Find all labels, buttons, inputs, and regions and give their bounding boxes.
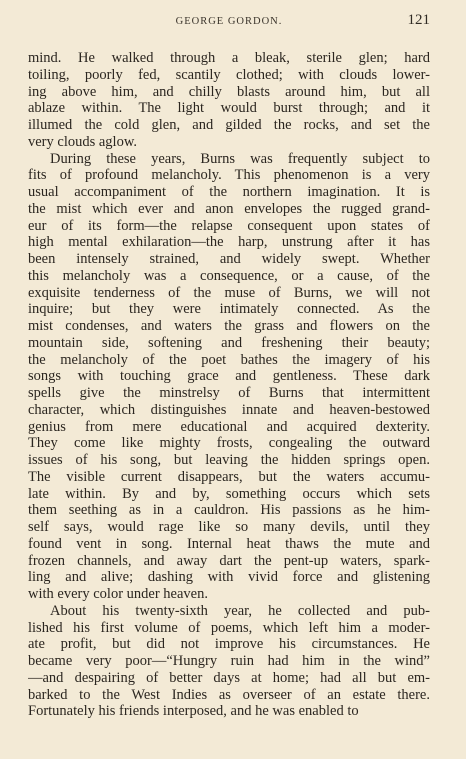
page-header (28, 12, 430, 32)
text-line: been intensely strained, and widely swept. Whether (28, 251, 430, 267)
text-line: toiling, poorly fed, scantily clothed; with clouds lower- (28, 66, 430, 83)
text-line: became very poor—“Hungry ruin had him in the wind” (28, 653, 430, 669)
text-line: lished his first volume of poems, which left him a moder- (28, 619, 430, 636)
text-line: usual accompaniment of the northern imagination. It is (28, 184, 430, 200)
text-line: spells give the minstrelsy of Burns that intermittent (28, 385, 430, 401)
text-line: with every color under heaven. (28, 586, 208, 602)
text-line: self says, would rage like so many devils, until they (28, 519, 430, 535)
text-line: ate profit, but did not improve his circumstances. He (28, 636, 430, 653)
text-line: issues of his song, but leaving the hidden springs open. (28, 452, 430, 468)
text-line: songs with touching grace and gentleness. These dark (28, 368, 430, 385)
page-number: 121 (407, 12, 430, 28)
text-line: exquisite tenderness of the muse of Burns, we will not (28, 284, 430, 301)
text-line: During these years, Burns was frequently subject to (50, 150, 430, 167)
text-line: fits of profound melancholy. This phenomenon is a very (28, 167, 430, 184)
paragraph (28, 603, 430, 720)
text-line: them seething as in a cauldron. His passions as he him- (28, 502, 430, 519)
text-line: late within. By and by, something occurs which sets (28, 485, 430, 502)
text-line: Fortunately his friends interposed, and he was enabled to (28, 703, 359, 720)
text-line: illumed the cold glen, and gilded the rocks, and set the (28, 117, 430, 133)
text-line: ing above him, and chilly blasts around him, but all (28, 83, 430, 100)
text-line: genius from mere educational and acquired dexterity. (28, 418, 430, 435)
running-head: GEORGE GORDON. (175, 16, 283, 27)
text-line: frozen channels, and away dart the pent-up waters, spark- (28, 552, 430, 569)
body-text (28, 50, 430, 720)
text-line: barked to the West Indies as overseer of an estate there. (28, 686, 430, 703)
text-line: inquire; but they were intimately connected. As the (28, 301, 430, 318)
text-line: found vent in song. Internal heat thaws the mute and (28, 535, 430, 552)
text-line: —and despairing of better days at home; had all but em- (28, 669, 430, 686)
text-line: The visible current disappears, but the waters accumu- (28, 468, 430, 485)
paragraph (28, 50, 430, 151)
text-line: eur of its form—the relapse consequent upon states of (28, 217, 430, 234)
text-line: very clouds aglow. (28, 133, 137, 150)
text-line: the mist which ever and anon envelopes the rugged grand- (28, 200, 430, 217)
text-line: ablaze within. The light would burst through; and it (28, 100, 430, 117)
text-line: high mental exhilaration—the harp, unstrung after it has (28, 234, 430, 251)
text-line: About his twenty-sixth year, he collected and pub- (50, 602, 430, 619)
text-line: mind. He walked through a bleak, sterile glen; hard (28, 50, 430, 66)
text-line: this melancholy was a consequence, or a cause, of the (28, 267, 430, 284)
text-line: They come like mighty frosts, congealing the outward (28, 435, 430, 452)
paragraph (28, 151, 430, 603)
text-line: mist condenses, and waters the grass and flowers on the (28, 318, 430, 334)
text-line: character, which distinguishes innate and heaven-bestowed (28, 401, 430, 418)
text-line: ling and alive; dashing with vivid force and glistening (28, 569, 430, 586)
text-line: mountain side, softening and freshening their beauty; (28, 334, 430, 351)
text-line: the melancholy of the poet bathes the imagery of his (28, 351, 430, 368)
